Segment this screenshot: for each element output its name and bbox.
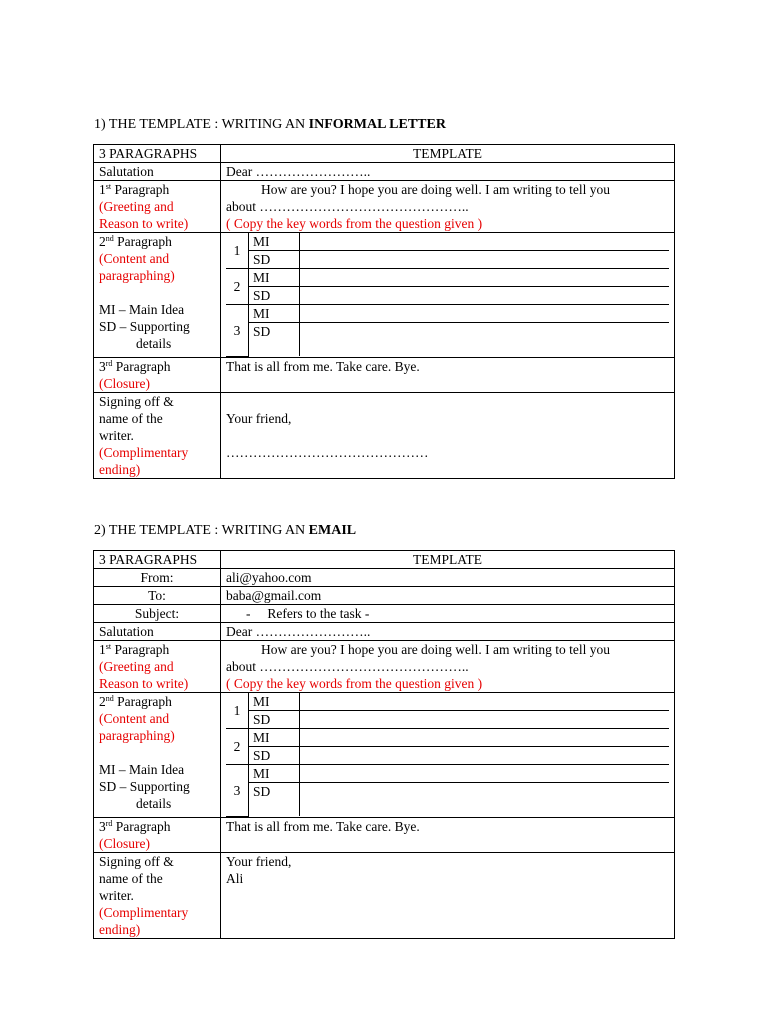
grid-row-3-mi (226, 765, 669, 783)
grid-mi-1: MI (249, 693, 300, 711)
p1-note-line2: Reason to write) (99, 216, 189, 231)
p1-num: 1 (99, 642, 106, 657)
signoff-label (94, 392, 221, 478)
to-value: baba@gmail.com (221, 587, 675, 605)
p1-word: Paragraph (114, 642, 170, 657)
p1-num: 1 (99, 182, 106, 197)
p1-copy-note: ( Copy the key words from the question given ) (226, 676, 483, 691)
col-paragraphs-header: 3 PARAGRAPHS (94, 551, 221, 569)
informal-letter-template-table (93, 144, 675, 479)
grid-num-3: 3 (226, 765, 249, 817)
paragraph1-template (221, 181, 675, 233)
p3-word: Paragraph (115, 358, 171, 374)
paragraph3-label (94, 357, 221, 392)
grid-mi-2-blank (300, 269, 670, 287)
signoff-row (94, 852, 675, 938)
p1-note-line2: Reason to write) (99, 676, 189, 691)
p3-num: 3 (99, 818, 106, 834)
salutation-text: Dear …………………….. (221, 163, 675, 181)
p1-sup: st (105, 182, 112, 191)
p2-num: 2 (99, 234, 106, 249)
grid-row-2-sd (226, 747, 669, 765)
grid-row-1-sd (226, 251, 669, 269)
signoff-name: Ali (226, 870, 244, 886)
p1-note-line1: (Greeting and (99, 199, 174, 214)
p3-sup: rd (105, 818, 113, 828)
grid-row-2-mi (226, 729, 669, 747)
signoff-note2: ending) (99, 461, 141, 477)
paragraph3-label (94, 817, 221, 852)
signoff-note1: (Complimentary (99, 444, 189, 460)
grid-sd-3: SD (249, 323, 300, 357)
grid-mi-1-blank (300, 233, 670, 251)
grid-sd-3: SD (249, 783, 300, 817)
paragraph2-label (94, 233, 221, 358)
p2-word: Paragraph (117, 234, 172, 249)
mi-legend: MI – Main Idea (99, 762, 185, 777)
p2-sup: nd (105, 694, 114, 703)
p3-note: (Closure) (99, 835, 150, 851)
signoff-note2: ending) (99, 921, 141, 937)
from-label: From: (94, 569, 221, 587)
grid-sd-1-blank (300, 711, 670, 729)
p3-word: Paragraph (115, 818, 171, 834)
grid-mi-3-blank (300, 305, 670, 323)
paragraph3-text: That is all from me. Take care. Bye. (221, 357, 675, 392)
sd-legend: SD – Supporting (99, 779, 190, 794)
section2-heading (94, 522, 356, 539)
signoff-line3: writer. (99, 887, 134, 903)
sd-legend-details: details (136, 796, 172, 811)
grid-row-1-sd (226, 711, 669, 729)
p1-about: about ……………………………………….. (226, 659, 469, 674)
grid-num-1: 1 (226, 233, 249, 269)
signoff-line1: Signing off & (99, 393, 174, 409)
grid-sd-1: SD (249, 251, 300, 269)
paragraph1-label (94, 181, 221, 233)
to-row (94, 587, 675, 605)
p1-text: How are you? I hope you are doing well. I am writing to tell you (261, 642, 611, 657)
content-grid (226, 693, 669, 817)
grid-sd-2-blank (300, 287, 670, 305)
p2-note-line2: paragraphing) (99, 268, 175, 283)
to-label: To: (94, 587, 221, 605)
subject-label: Subject: (94, 605, 221, 623)
p1-sup: st (105, 642, 112, 651)
p1-word: Paragraph (114, 182, 170, 197)
paragraph2-row (94, 233, 675, 358)
paragraph2-row (94, 693, 675, 818)
salutation-label: Salutation (94, 163, 221, 181)
signoff-template (221, 392, 675, 478)
p2-note-line2: paragraphing) (99, 728, 175, 743)
paragraph2-label (94, 693, 221, 818)
paragraph2-template (221, 233, 675, 358)
header-row (94, 145, 675, 163)
signoff-label (94, 852, 221, 938)
p1-note-line1: (Greeting and (99, 659, 174, 674)
grid-mi-2-blank (300, 729, 670, 747)
grid-mi-3-blank (300, 765, 670, 783)
p2-word: Paragraph (117, 694, 172, 709)
grid-mi-2: MI (249, 269, 300, 287)
grid-mi-1-blank (300, 693, 670, 711)
p2-note-line1: (Content and (99, 251, 170, 266)
section1-heading-prefix: THE TEMPLATE : WRITING AN (108, 117, 306, 132)
paragraph1-label (94, 641, 221, 693)
section1-heading (94, 116, 446, 133)
grid-sd-2: SD (249, 287, 300, 305)
section1-number: 1) (94, 117, 106, 132)
sd-legend: SD – Supporting (99, 319, 190, 334)
grid-mi-3: MI (249, 765, 300, 783)
signoff-name-line: ……………………………………… (226, 444, 429, 460)
p1-text: How are you? I hope you are doing well. I am writing to tell you (261, 182, 611, 197)
section2-heading-prefix: THE TEMPLATE : WRITING AN (108, 523, 306, 538)
signoff-line2: name of the (99, 410, 163, 426)
signoff-row (94, 392, 675, 478)
grid-row-3-sd (226, 323, 669, 357)
email-template-table (93, 550, 675, 939)
header-row (94, 551, 675, 569)
paragraph3-row (94, 357, 675, 392)
signoff-text: Your friend, (226, 853, 292, 869)
subject-row (94, 605, 675, 623)
grid-num-2: 2 (226, 729, 249, 765)
sd-legend-details: details (136, 336, 172, 351)
col-template-header: TEMPLATE (221, 551, 675, 569)
salutation-text: Dear …………………….. (221, 623, 675, 641)
signoff-template (221, 852, 675, 938)
mi-legend: MI – Main Idea (99, 302, 185, 317)
grid-mi-1: MI (249, 233, 300, 251)
from-row (94, 569, 675, 587)
grid-row-1-mi (226, 233, 669, 251)
p2-num: 2 (99, 694, 106, 709)
section2-number: 2) (94, 523, 106, 538)
paragraph3-row (94, 817, 675, 852)
col-template-header: TEMPLATE (221, 145, 675, 163)
signoff-text: Your friend, (226, 410, 292, 426)
signoff-line1: Signing off & (99, 853, 174, 869)
grid-row-1-mi (226, 693, 669, 711)
section1-heading-bold: INFORMAL LETTER (308, 117, 446, 132)
grid-mi-3: MI (249, 305, 300, 323)
paragraph1-row (94, 181, 675, 233)
grid-sd-3-blank (300, 323, 670, 357)
paragraph2-template (221, 693, 675, 818)
grid-mi-2: MI (249, 729, 300, 747)
signoff-note1: (Complimentary (99, 904, 189, 920)
grid-sd-2-blank (300, 747, 670, 765)
grid-row-3-sd (226, 783, 669, 817)
p3-num: 3 (99, 358, 106, 374)
grid-sd-3-blank (300, 783, 670, 817)
p3-sup: rd (105, 358, 113, 368)
grid-num-3: 3 (226, 305, 249, 357)
from-value: ali@yahoo.com (221, 569, 675, 587)
signoff-line3: writer. (99, 427, 134, 443)
grid-row-3-mi (226, 305, 669, 323)
grid-sd-1: SD (249, 711, 300, 729)
grid-sd-1-blank (300, 251, 670, 269)
grid-sd-2: SD (249, 747, 300, 765)
paragraph1-row (94, 641, 675, 693)
paragraph1-template (221, 641, 675, 693)
p3-note: (Closure) (99, 375, 150, 391)
grid-row-2-mi (226, 269, 669, 287)
subject-value: - Refers to the task - (221, 605, 675, 623)
section2-heading-bold: EMAIL (308, 523, 357, 538)
salutation-row (94, 163, 675, 181)
p1-about: about ……………………………………….. (226, 199, 469, 214)
signoff-line2: name of the (99, 870, 163, 886)
grid-num-2: 2 (226, 269, 249, 305)
salutation-row (94, 623, 675, 641)
salutation-label: Salutation (94, 623, 221, 641)
paragraph3-text: That is all from me. Take care. Bye. (221, 817, 675, 852)
p2-sup: nd (105, 234, 114, 243)
grid-row-2-sd (226, 287, 669, 305)
grid-num-1: 1 (226, 693, 249, 729)
p1-copy-note: ( Copy the key words from the question given ) (226, 216, 483, 231)
col-paragraphs-header: 3 PARAGRAPHS (94, 145, 221, 163)
content-grid (226, 233, 669, 357)
p2-note-line1: (Content and (99, 711, 170, 726)
